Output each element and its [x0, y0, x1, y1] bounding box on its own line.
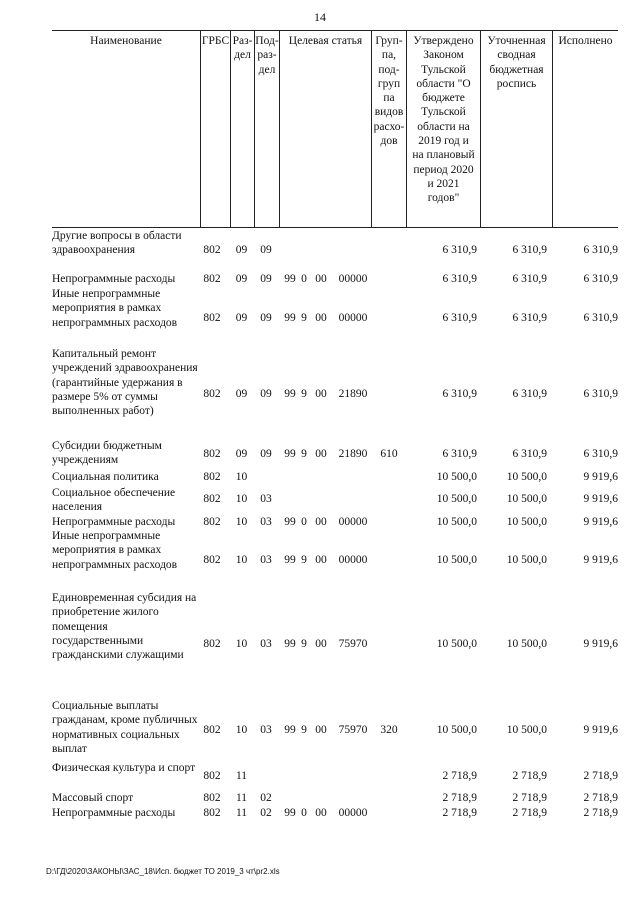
cell-grbs: 802: [203, 792, 221, 804]
row-name: Капитальный ремонт учреждений здравоохранения (гарантийные удержания в размере 5% от суммы выполненных работ): [52, 348, 198, 418]
cell-target-3: 00: [315, 312, 327, 324]
cell-approved: 10 500,0: [436, 638, 477, 650]
cell-executed: 9 919,6: [583, 471, 618, 483]
cell-podrazdel: 03: [260, 554, 272, 566]
cell-target-4: 00000: [338, 516, 368, 528]
cell-updated: 2 718,9: [512, 792, 547, 804]
cell-target-4: 00000: [338, 273, 368, 285]
cell-updated: 6 310,9: [512, 388, 547, 400]
cell-razdel: 10: [235, 554, 248, 566]
header-approved-text: Утверждено Законом Тульской области "О бюджете Тульской области на 2019 год и на плановый период 2020 и 2021 годов": [412, 35, 475, 205]
cell-grbs: 802: [203, 312, 221, 324]
cell-executed: 9 919,6: [583, 493, 618, 505]
cell-approved: 6 310,9: [442, 244, 477, 256]
cell-target-1: 99: [284, 273, 296, 285]
cell-executed: 9 919,6: [583, 724, 618, 736]
cell-target-1: 99: [284, 807, 296, 819]
cell-target-4: 21890: [338, 448, 368, 460]
cell-razdel: 10: [235, 516, 248, 528]
cell-approved: 2 718,9: [442, 807, 477, 819]
row-name: Непрограммные расходы: [52, 516, 176, 528]
cell-target-3: 00: [315, 448, 327, 460]
cell-updated: 6 310,9: [512, 273, 547, 285]
header-name: Наименование: [90, 35, 162, 47]
cell-podrazdel: 03: [260, 638, 272, 650]
row-name: Социальное обеспечение населения: [52, 487, 176, 514]
cell-grbs: 802: [203, 516, 221, 528]
cell-razdel: 10: [235, 638, 248, 650]
header-podrazdel: [254, 31, 279, 227]
table-header: [52, 30, 618, 228]
cell-target-2: 9: [301, 448, 307, 460]
row-name: Непрограммные расходы: [52, 807, 176, 819]
cell-razdel: 09: [235, 448, 248, 460]
row-name: Массовый спорт: [52, 792, 134, 804]
row-name: Иные непрограммные мероприятия в рамках непрограммных расходов: [52, 288, 178, 329]
header-grbs: ГРБС: [200, 31, 230, 227]
header-updated-text: Уточненная сводная бюджетная роспись: [487, 35, 546, 90]
cell-grbs: 802: [203, 471, 221, 483]
cell-target-4: 21890: [338, 388, 368, 400]
cell-grbs: 802: [203, 448, 221, 460]
cell-grbs: 802: [203, 273, 221, 285]
header-approved: [406, 31, 480, 227]
cell-razdel: 11: [235, 792, 248, 804]
cell-updated: 10 500,0: [506, 638, 547, 650]
header-executed: Исполнено: [552, 31, 618, 227]
cell-target-4: 00000: [338, 312, 368, 324]
cell-vid: 610: [380, 448, 398, 460]
header-podrazdel-text: Под- раз- дел: [255, 35, 279, 76]
cell-target-3: 00: [315, 388, 327, 400]
cell-approved: 6 310,9: [442, 312, 477, 324]
cell-target-2: 9: [301, 388, 307, 400]
header-vid: [371, 31, 406, 227]
cell-target-2: 9: [301, 554, 307, 566]
cell-grbs: 802: [203, 638, 221, 650]
cell-executed: 6 310,9: [583, 448, 618, 460]
cell-target-4: 75970: [338, 638, 368, 650]
cell-podrazdel: 03: [260, 724, 272, 736]
cell-executed: 6 310,9: [583, 312, 618, 324]
cell-razdel: 09: [235, 312, 248, 324]
cell-target-2: 0: [301, 516, 307, 528]
row-name: Непрограммные расходы: [52, 273, 176, 285]
cell-grbs: 802: [203, 388, 221, 400]
cell-podrazdel: 09: [260, 273, 272, 285]
cell-podrazdel: 09: [260, 244, 272, 256]
cell-target-3: 00: [315, 724, 327, 736]
cell-razdel: 09: [235, 388, 248, 400]
cell-target-4: 00000: [338, 807, 368, 819]
cell-target-2: 9: [301, 638, 307, 650]
cell-razdel: 11: [235, 770, 248, 782]
cell-updated: 2 718,9: [512, 770, 547, 782]
row-name: Социальные выплаты гражданам, кроме публичных нормативных социальных выплат: [52, 700, 198, 755]
cell-updated: 6 310,9: [512, 312, 547, 324]
cell-razdel: 10: [235, 493, 248, 505]
cell-razdel: 09: [235, 273, 248, 285]
cell-approved: 10 500,0: [436, 554, 477, 566]
header-razdel: [230, 31, 254, 227]
row-name: Физическая культура и спорт: [52, 762, 196, 774]
cell-approved: 10 500,0: [436, 724, 477, 736]
header-vid-text: Груп- па, под- груп па видов расхо- дов: [373, 35, 405, 148]
cell-executed: 9 919,6: [583, 638, 618, 650]
row-name: Другие вопросы в области здравоохранения: [52, 230, 182, 257]
cell-approved: 2 718,9: [442, 770, 477, 782]
cell-podrazdel: 03: [260, 493, 272, 505]
cell-razdel: 09: [235, 244, 248, 256]
header-razdel-text: Раз- дел: [232, 35, 253, 62]
cell-target-2: 0: [301, 273, 307, 285]
cell-executed: 6 310,9: [583, 273, 618, 285]
cell-updated: 10 500,0: [506, 516, 547, 528]
cell-target-4: 00000: [338, 554, 368, 566]
cell-executed: 6 310,9: [583, 388, 618, 400]
header-target: Целевая статья: [279, 31, 371, 227]
cell-target-4: 75970: [338, 724, 368, 736]
cell-target-1: 99: [284, 724, 296, 736]
cell-approved: 10 500,0: [436, 493, 477, 505]
cell-updated: 10 500,0: [506, 724, 547, 736]
cell-approved: 10 500,0: [436, 471, 477, 483]
cell-target-2: 9: [301, 724, 307, 736]
cell-grbs: 802: [203, 493, 221, 505]
cell-executed: 9 919,6: [583, 516, 618, 528]
cell-target-1: 99: [284, 388, 296, 400]
cell-updated: 6 310,9: [512, 448, 547, 460]
cell-target-2: 0: [301, 807, 307, 819]
cell-executed: 2 718,9: [583, 807, 618, 819]
cell-grbs: 802: [203, 724, 221, 736]
cell-razdel: 10: [235, 471, 248, 483]
cell-target-3: 00: [315, 638, 327, 650]
cell-executed: 9 919,6: [583, 554, 618, 566]
cell-updated: 10 500,0: [506, 554, 547, 566]
page-number: 14: [314, 10, 326, 24]
row-name: Социальная политика: [52, 471, 159, 483]
header-updated: [480, 31, 552, 227]
cell-executed: 2 718,9: [583, 770, 618, 782]
cell-podrazdel: 09: [260, 388, 272, 400]
cell-target-2: 9: [301, 312, 307, 324]
cell-vid: 320: [380, 724, 398, 736]
row-name: Субсидии бюджетным учреждениям: [52, 440, 162, 467]
cell-executed: 2 718,9: [583, 792, 618, 804]
cell-grbs: 802: [203, 807, 221, 819]
cell-target-1: 99: [284, 516, 296, 528]
cell-approved: 6 310,9: [442, 388, 477, 400]
cell-approved: 6 310,9: [442, 273, 477, 285]
cell-executed: 6 310,9: [583, 244, 618, 256]
cell-updated: 6 310,9: [512, 244, 547, 256]
cell-target-1: 99: [284, 448, 296, 460]
file-path-footer: D:\ГД\2020\ЗАКОНЫ\ЗАС_18\Исп. бюджет ТО 2019_3 чт\pr2.xls: [46, 867, 280, 876]
cell-updated: 10 500,0: [506, 471, 547, 483]
cell-podrazdel: 02: [260, 807, 272, 819]
cell-target-1: 99: [284, 554, 296, 566]
cell-target-1: 99: [284, 638, 296, 650]
cell-podrazdel: 09: [260, 448, 272, 460]
cell-updated: 10 500,0: [506, 493, 547, 505]
cell-podrazdel: 03: [260, 516, 272, 528]
cell-updated: 2 718,9: [512, 807, 547, 819]
cell-razdel: 11: [235, 807, 248, 819]
cell-target-3: 00: [315, 554, 327, 566]
cell-grbs: 802: [203, 554, 221, 566]
row-name: Иные непрограммные мероприятия в рамках непрограммных расходов: [52, 530, 178, 571]
cell-approved: 6 310,9: [442, 448, 477, 460]
cell-razdel: 10: [235, 724, 248, 736]
cell-grbs: 802: [203, 770, 221, 782]
cell-approved: 10 500,0: [436, 516, 477, 528]
cell-podrazdel: 02: [260, 792, 272, 804]
cell-target-1: 99: [284, 312, 296, 324]
cell-target-3: 00: [315, 516, 327, 528]
row-name: Единовременная субсидия на приобретение жилого помещения государственными гражданскими служащими: [52, 592, 197, 662]
cell-target-3: 00: [315, 273, 327, 285]
cell-approved: 2 718,9: [442, 792, 477, 804]
cell-podrazdel: 09: [260, 312, 272, 324]
cell-target-3: 00: [315, 807, 327, 819]
cell-grbs: 802: [203, 244, 221, 256]
